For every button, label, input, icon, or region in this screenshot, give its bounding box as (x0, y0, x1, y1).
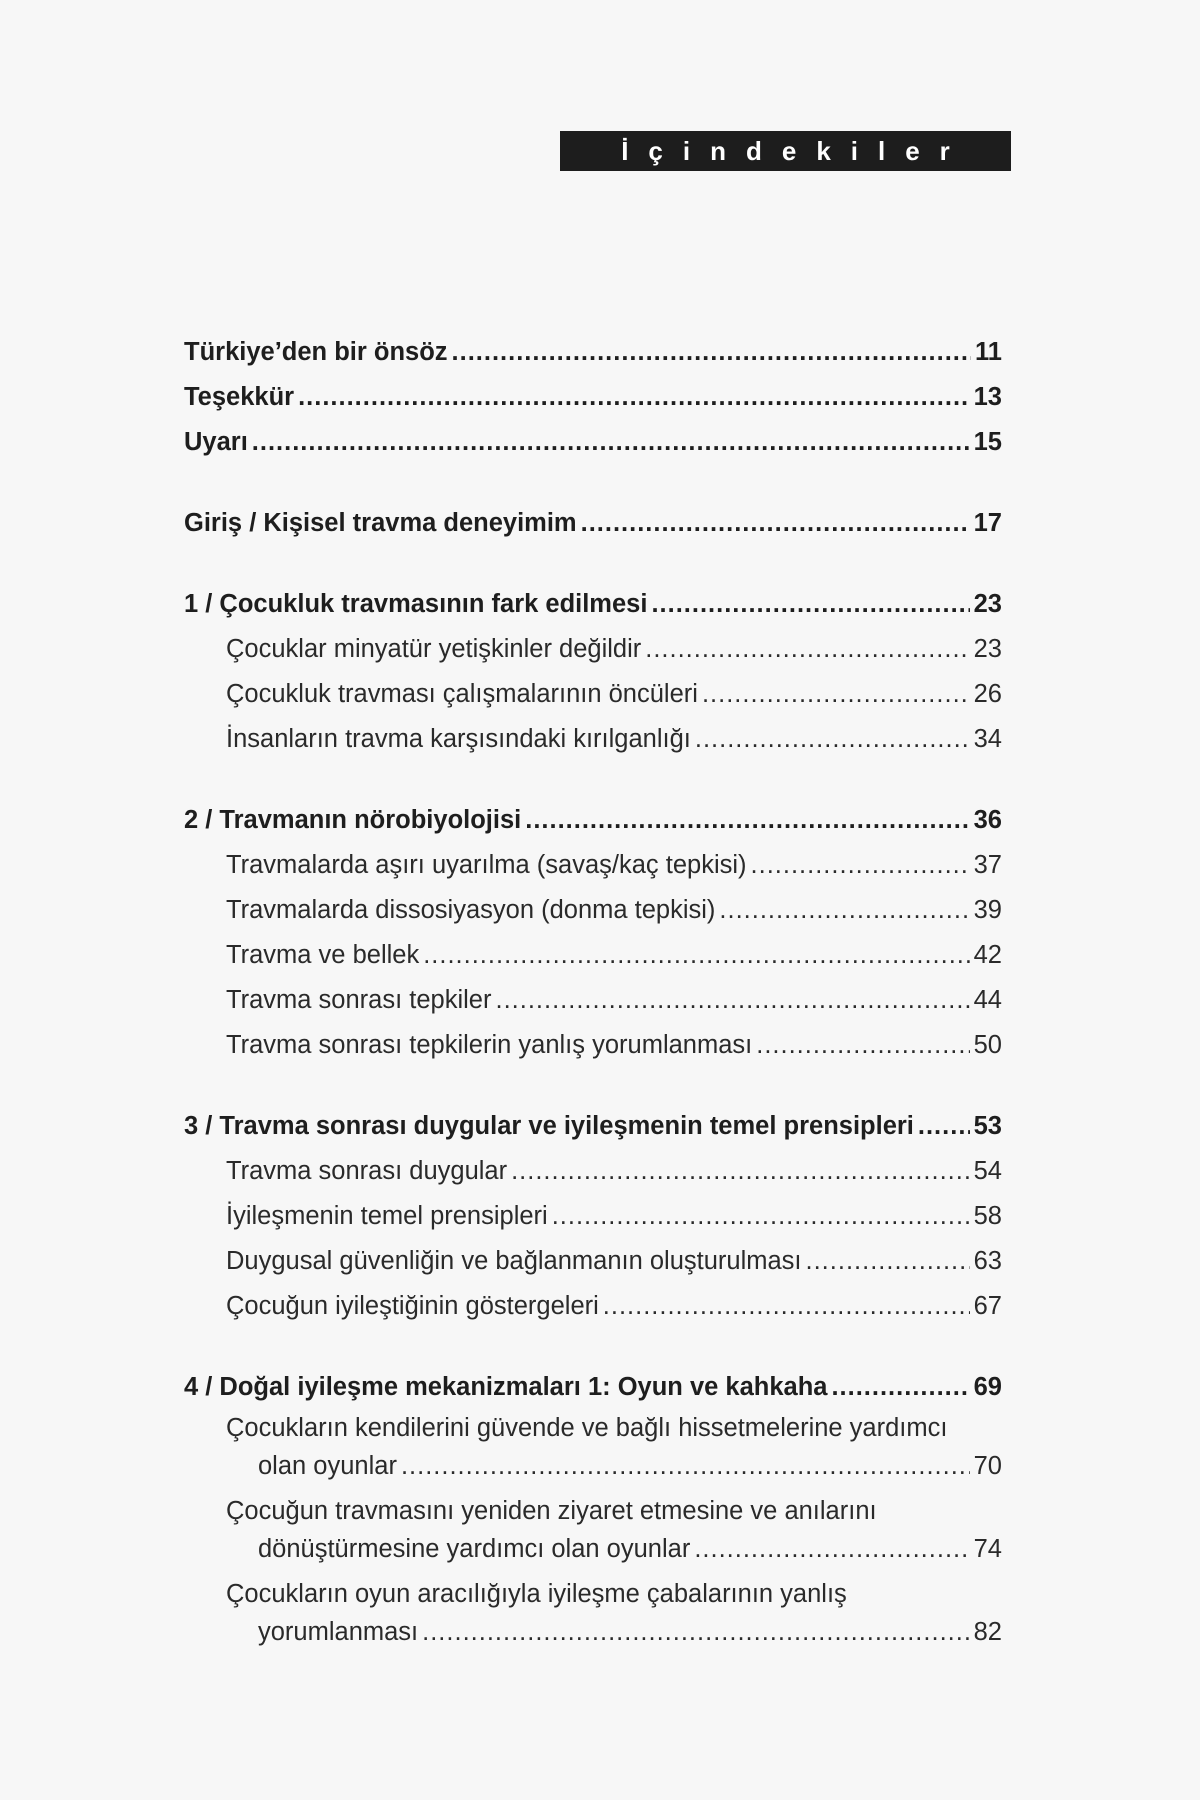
chapter-1 (184, 582, 1002, 762)
front-matter (184, 330, 1002, 465)
toc-subentry[interactable]: Travmalarda aşırı uyarılma (savaş/kaç tepkisi) ..... 37 (184, 843, 1002, 888)
toc-subentry[interactable]: Travmalarda dissosiyasyon (donma tepkisi) ..... 39 (184, 888, 1002, 933)
toc-subentry[interactable]: Duygusal güvenliğin ve bağlanmanın oluşturulması ..... 63 (184, 1239, 1002, 1284)
table-of-contents (184, 330, 1002, 1687)
toc-subentry-multiline[interactable]: Çocukların oyun aracılığıyla iyileşme çabalarının yanlış yorumlanması ..... 82 (184, 1576, 1002, 1651)
toc-subentry[interactable]: Travma sonrası duygular ..... 54 (184, 1149, 1002, 1194)
toc-chapter-1[interactable]: 1 / Çocukluk travmasının fark edilmesi ..... 23 (184, 582, 1002, 627)
chapter-2 (184, 798, 1002, 1068)
toc-chapter-4[interactable]: 4 / Doğal iyileşme mekanizmaları 1: Oyun ve kahkaha ..... 69 (184, 1365, 1002, 1410)
toc-subentry[interactable]: Çocuğun iyileştiğinin göstergeleri ..... 67 (184, 1284, 1002, 1329)
contents-header-bar (560, 131, 1011, 171)
toc-entry-intro[interactable]: Giriş / Kişisel travma deneyimim ..... 17 (184, 501, 1002, 546)
toc-subentry-multiline[interactable]: Çocukların kendilerini güvende ve bağlı hissetmelerine yardımcı olan oyunlar ..... 70 (184, 1410, 1002, 1485)
toc-subentry[interactable]: Çocuklar minyatür yetişkinler değildir ..... 23 (184, 627, 1002, 672)
toc-subentry[interactable]: Travma sonrası tepkiler ..... 44 (184, 978, 1002, 1023)
toc-entry-acknowledgements[interactable]: Teşekkür ..... 13 (184, 375, 1002, 420)
chapter-4 (184, 1365, 1002, 1651)
toc-subentry[interactable]: Travma sonrası tepkilerin yanlış yorumlanması ..... 50 (184, 1023, 1002, 1068)
toc-entry-warning[interactable]: Uyarı ..... 15 (184, 420, 1002, 465)
toc-chapter-3[interactable]: 3 / Travma sonrası duygular ve iyileşmenin temel prensipleri ..... 53 (184, 1104, 1002, 1149)
toc-subentry[interactable]: İnsanların travma karşısındaki kırılganlığı ..... 34 (184, 717, 1002, 762)
toc-subentry[interactable]: Travma ve bellek ..... 42 (184, 933, 1002, 978)
contents-title: İçindekiler (621, 135, 970, 166)
toc-subentry[interactable]: İyileşmenin temel prensipleri ..... 58 (184, 1194, 1002, 1239)
chapter-3 (184, 1104, 1002, 1329)
intro-section (184, 501, 1002, 546)
toc-entry-foreword[interactable]: Türkiye’den bir önsöz ..... 11 (184, 330, 1002, 375)
toc-chapter-2[interactable]: 2 / Travmanın nörobiyolojisi ..... 36 (184, 798, 1002, 843)
toc-subentry-multiline[interactable]: Çocuğun travmasını yeniden ziyaret etmesine ve anılarını dönüştürmesine yardımcı olan oyunlar ..... 74 (184, 1493, 1002, 1568)
toc-subentry[interactable]: Çocukluk travması çalışmalarının öncüleri ..... 26 (184, 672, 1002, 717)
